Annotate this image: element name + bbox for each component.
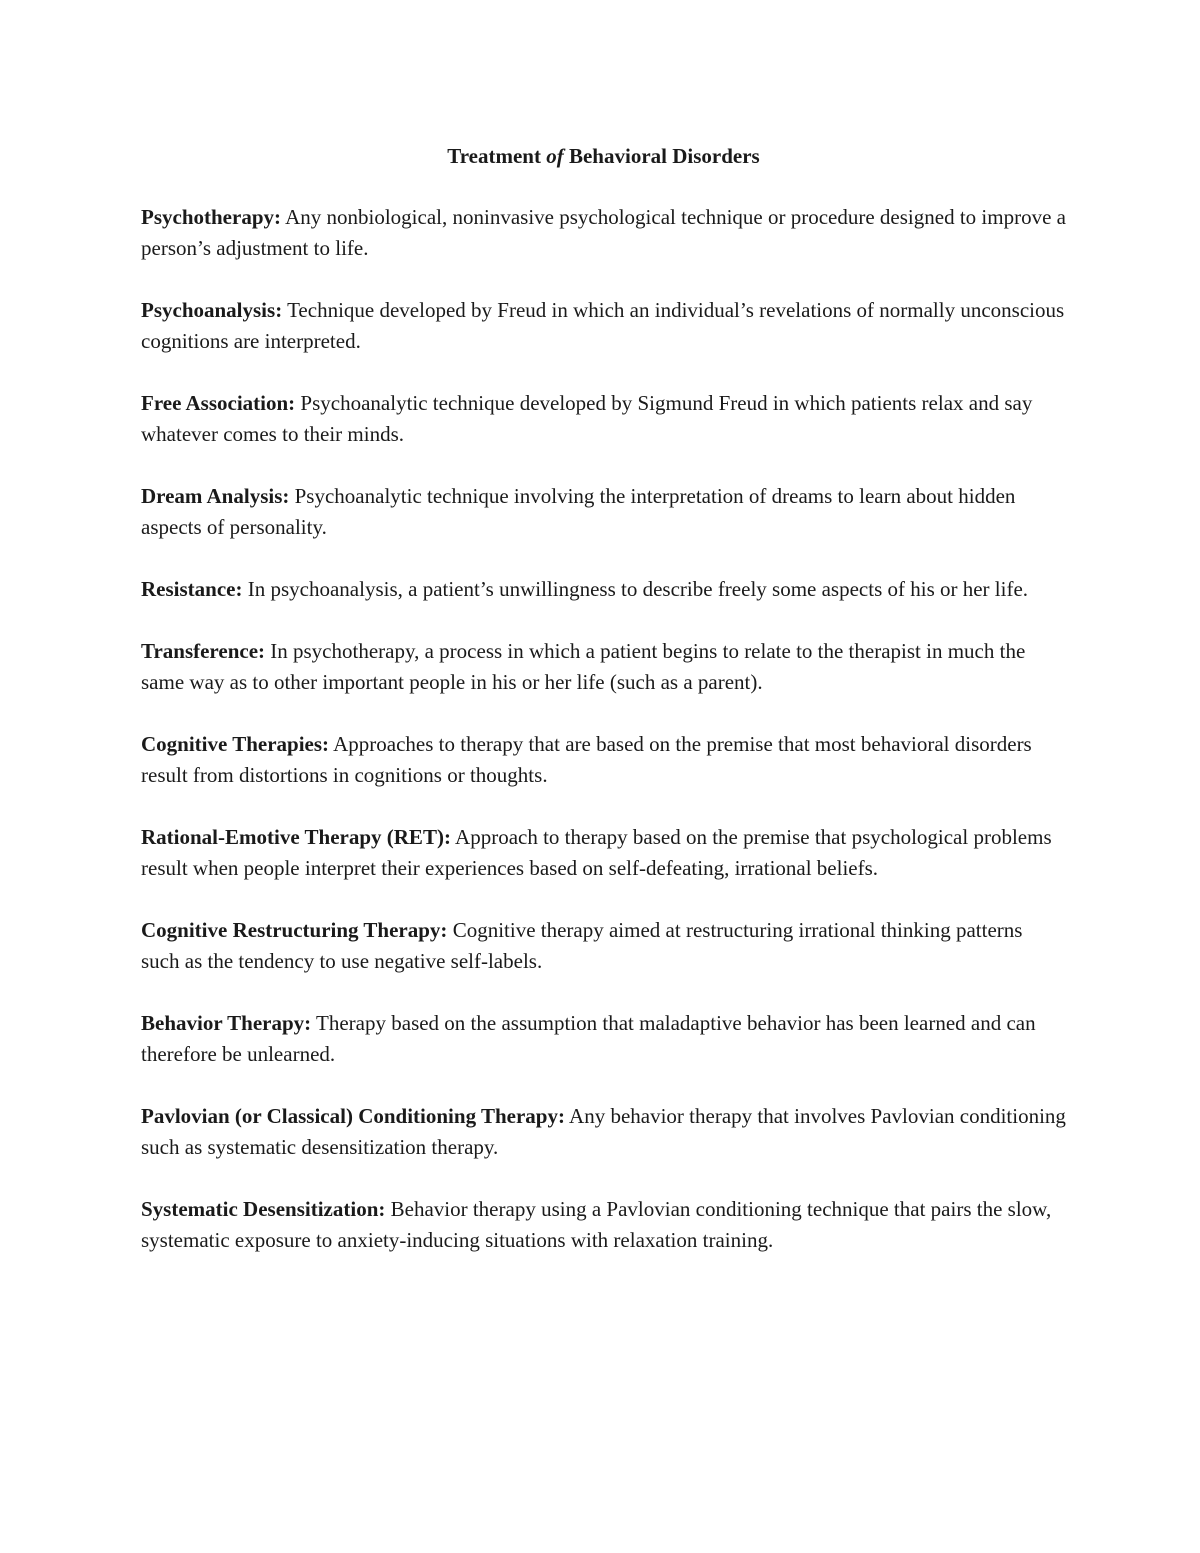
- term-definition: Psychoanalytic technique developed by Sigmund Freud in which patients relax and say whatever comes to their minds.: [141, 391, 1033, 446]
- glossary-list: [141, 202, 1066, 1256]
- term-definition: Any nonbiological, noninvasive psychological technique or procedure designed to improve a person’s adjustment to life.: [141, 205, 1066, 260]
- document-content: [141, 141, 1066, 1287]
- term-definition: Behavior therapy using a Pavlovian conditioning technique that pairs the slow, systematic exposure to anxiety-inducing situations with relaxation training.: [141, 1197, 1052, 1252]
- glossary-entry: [141, 1101, 1066, 1163]
- term-name: Dream Analysis:: [141, 484, 290, 508]
- term-name: Systematic Desensitization:: [141, 1197, 386, 1221]
- term-name: Behavior Therapy:: [141, 1011, 312, 1035]
- glossary-entry: [141, 388, 1066, 450]
- term-definition: Cognitive therapy aimed at restructuring irrational thinking patterns such as the tendency to use negative self-labels.: [141, 918, 1023, 973]
- term-definition: Any behavior therapy that involves Pavlovian conditioning such as systematic desensitization therapy.: [141, 1104, 1066, 1159]
- title-prefix: Treatment: [447, 144, 547, 168]
- term-name: Cognitive Therapies:: [141, 732, 330, 756]
- glossary-entry: [141, 202, 1066, 264]
- term-name: Cognitive Restructuring Therapy:: [141, 918, 448, 942]
- glossary-entry: [141, 729, 1066, 791]
- term-name: Rational-Emotive Therapy (RET):: [141, 825, 451, 849]
- title-emphasis: of: [546, 144, 564, 168]
- term-definition: Technique developed by Freud in which an individual’s revelations of normally unconscious cognitions are interpreted.: [141, 298, 1065, 353]
- term-name: Psychotherapy:: [141, 205, 281, 229]
- glossary-entry: [141, 1194, 1066, 1256]
- term-name: Transference:: [141, 639, 266, 663]
- term-definition: In psychotherapy, a process in which a patient begins to relate to the therapist in much the same way as to other important people in his or her life (such as a parent).: [141, 639, 1026, 694]
- term-name: Pavlovian (or Classical) Conditioning Therapy:: [141, 1104, 565, 1128]
- glossary-entry: [141, 574, 1066, 605]
- term-definition: Psychoanalytic technique involving the interpretation of dreams to learn about hidden aspects of personality.: [141, 484, 1016, 539]
- term-definition: In psychoanalysis, a patient’s unwillingness to describe freely some aspects of his or her life.: [247, 577, 1029, 601]
- term-name: Psychoanalysis:: [141, 298, 283, 322]
- term-name: Resistance:: [141, 577, 243, 601]
- term-definition: Therapy based on the assumption that maladaptive behavior has been learned and can therefore be unlearned.: [141, 1011, 1036, 1066]
- glossary-entry: [141, 822, 1066, 884]
- glossary-entry: [141, 636, 1066, 698]
- term-definition: Approach to therapy based on the premise that psychological problems result when people interpret their experiences based on self-defeating, irrational beliefs.: [141, 825, 1052, 880]
- glossary-entry: [141, 1008, 1066, 1070]
- term-name: Free Association:: [141, 391, 296, 415]
- document-title: [141, 141, 1066, 172]
- title-suffix: Behavioral Disorders: [563, 144, 760, 168]
- term-definition: Approaches to therapy that are based on the premise that most behavioral disorders result from distortions in cognitions or thoughts.: [141, 732, 1032, 787]
- glossary-entry: [141, 295, 1066, 357]
- glossary-entry: [141, 915, 1066, 977]
- glossary-entry: [141, 481, 1066, 543]
